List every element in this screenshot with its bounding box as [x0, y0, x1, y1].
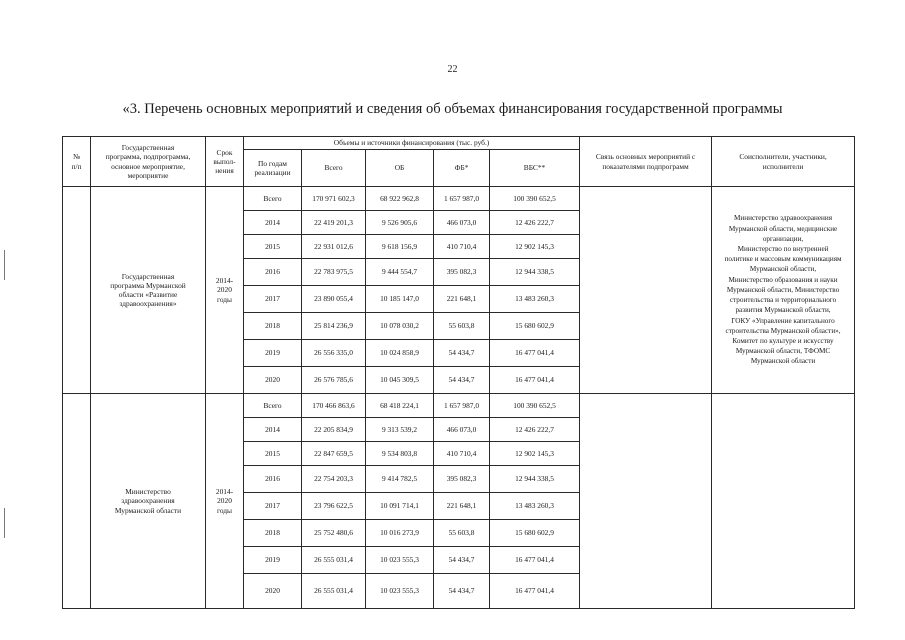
cell-line: Мурманской области: [114, 505, 182, 515]
cell-line: годы: [216, 505, 233, 515]
vbs-cell: 12 902 145,3: [490, 235, 580, 259]
vbs-cell: 16 477 041,4: [490, 547, 580, 574]
fb-cell: 1 657 987,0: [434, 187, 490, 211]
cell-line: Мурманской области: [750, 357, 816, 366]
total-cell: 22 783 975,5: [302, 259, 366, 286]
fb-cell: 1 657 987,0: [434, 394, 490, 418]
cell-line: Мурманской области, медицинские: [728, 224, 838, 233]
year-cell: 2015: [244, 235, 302, 259]
ob-cell: 10 091 714,1: [366, 493, 434, 520]
cell-line: годы: [216, 294, 233, 304]
ob-cell: 9 526 905,6: [366, 211, 434, 235]
cell-line: организации,: [762, 234, 804, 243]
page-number: 22: [447, 64, 458, 75]
total-cell: 23 796 622,5: [302, 493, 366, 520]
executors-cell: [712, 394, 855, 609]
ob-cell: 9 618 156,9: [366, 235, 434, 259]
header-total: Всего: [302, 150, 366, 187]
cell-line: Комитет по культуре и искусству: [732, 336, 834, 345]
fb-cell: 466 073,0: [434, 211, 490, 235]
fb-cell: 221 648,1: [434, 493, 490, 520]
table-row: [63, 187, 855, 211]
vbs-cell: 12 426 222,7: [490, 211, 580, 235]
row-number-cell: [63, 187, 91, 394]
vbs-cell: 100 390 652,5: [490, 187, 580, 211]
cell-line: 2014-: [215, 487, 234, 497]
year-cell: 2017: [244, 493, 302, 520]
term-cell: [206, 394, 244, 609]
term-cell: [206, 187, 244, 394]
cell-line: Мурманской области, Министерство: [726, 285, 840, 294]
program-name-cell: [91, 394, 206, 609]
year-cell: 2016: [244, 466, 302, 493]
vbs-cell: 16 477 041,4: [490, 574, 580, 609]
cell-line: области «Развитие: [118, 290, 178, 299]
row-number-cell: [63, 394, 91, 609]
vbs-cell: 13 483 260,3: [490, 493, 580, 520]
header-program: Государственная программа, подпрограмма, основное мероприятие, мероприятие: [91, 137, 206, 187]
cell-line: 2020: [217, 285, 232, 295]
cell-line: программа Мурманской: [110, 280, 186, 290]
cell-line: строительства и территориального: [729, 296, 837, 305]
cell-line: здравоохранения»: [119, 299, 177, 309]
header-row-1: [63, 137, 855, 150]
ob-cell: 9 313 539,2: [366, 418, 434, 442]
cell-line: Мурманской области, ТФОМС: [735, 347, 831, 356]
year-cell: Всего: [244, 187, 302, 211]
vbs-cell: 15 680 602,9: [490, 520, 580, 547]
ob-cell: 9 534 803,8: [366, 442, 434, 466]
ob-cell: 10 016 273,9: [366, 520, 434, 547]
year-cell: 2016: [244, 259, 302, 286]
year-cell: 2017: [244, 286, 302, 313]
ob-cell: 10 185 147,0: [366, 286, 434, 313]
fb-cell: 466 073,0: [434, 418, 490, 442]
year-cell: 2018: [244, 520, 302, 547]
vbs-cell: 15 680 602,9: [490, 313, 580, 340]
header-term: Срок выпол- нения: [206, 137, 244, 187]
cell-line: Мурманской области,: [749, 265, 817, 274]
total-cell: 26 555 031,4: [302, 574, 366, 609]
header-by-years: По годам реализации: [244, 150, 302, 187]
total-cell: 22 931 012,6: [302, 235, 366, 259]
total-cell: 22 419 201,3: [302, 211, 366, 235]
cell-line: 2014-: [215, 276, 234, 286]
ob-cell: 10 024 858,9: [366, 340, 434, 367]
total-cell: 26 555 031,4: [302, 547, 366, 574]
year-cell: 2014: [244, 418, 302, 442]
total-cell: 170 466 863,6: [302, 394, 366, 418]
ob-cell: 9 444 554,7: [366, 259, 434, 286]
year-cell: 2018: [244, 313, 302, 340]
vbs-cell: 16 477 041,4: [490, 367, 580, 394]
vbs-cell: 12 426 222,7: [490, 418, 580, 442]
fb-cell: 410 710,4: [434, 442, 490, 466]
fb-cell: 395 082,3: [434, 259, 490, 286]
executors-cell: [712, 187, 855, 394]
cell-line: политике и массовым коммуникациям: [724, 255, 842, 264]
year-cell: 2015: [244, 442, 302, 466]
cell-line: Государственная: [121, 271, 175, 281]
indicator-link-cell: [580, 187, 712, 394]
vbs-cell: 100 390 652,5: [490, 394, 580, 418]
ob-cell: 10 023 555,3: [366, 574, 434, 609]
fb-cell: 54 434,7: [434, 547, 490, 574]
ob-cell: 68 418 224,1: [366, 394, 434, 418]
year-cell: 2019: [244, 547, 302, 574]
header-vbs: ВБС**: [490, 150, 580, 187]
cell-line: Министерство: [125, 487, 171, 497]
fb-cell: 55 603,8: [434, 313, 490, 340]
cell-line: здравоохранения: [121, 496, 175, 506]
fb-cell: 55 603,8: [434, 520, 490, 547]
year-cell: Всего: [244, 394, 302, 418]
header-num: № п/п: [63, 137, 91, 187]
cell-line: 2020: [217, 496, 232, 506]
fb-cell: 221 648,1: [434, 286, 490, 313]
scan-margin-mark-top: [4, 250, 5, 280]
fb-cell: 54 434,7: [434, 340, 490, 367]
total-cell: 22 754 203,3: [302, 466, 366, 493]
cell-line: строительства Мурманской области»,: [725, 326, 841, 335]
scan-margin-mark-bottom: [4, 508, 5, 538]
ob-cell: 9 414 782,5: [366, 466, 434, 493]
header-executors: Соисполнители, участники, исполнители: [712, 137, 855, 187]
ob-cell: 10 078 030,2: [366, 313, 434, 340]
total-cell: 23 890 055,4: [302, 286, 366, 313]
vbs-cell: 12 902 145,3: [490, 442, 580, 466]
fb-cell: 395 082,3: [434, 466, 490, 493]
total-cell: 22 205 834,9: [302, 418, 366, 442]
header-ob: ОБ: [366, 150, 434, 187]
total-cell: 25 752 480,6: [302, 520, 366, 547]
cell-line: ГОКУ «Управление капитального: [731, 316, 835, 325]
cell-line: Министерство здравоохранения: [734, 214, 833, 223]
vbs-cell: 12 944 338,5: [490, 466, 580, 493]
indicator-link-cell: [580, 394, 712, 609]
program-name-cell: [91, 187, 206, 394]
vbs-cell: 16 477 041,4: [490, 340, 580, 367]
total-cell: 26 556 335,0: [302, 340, 366, 367]
header-funding-group: Объемы и источники финансирования (тыс. руб.): [244, 137, 580, 150]
year-cell: 2014: [244, 211, 302, 235]
table-row: [63, 394, 855, 418]
header-link: Связь основных мероприятий с показателями подпрограмм: [580, 137, 712, 187]
vbs-cell: 13 483 260,3: [490, 286, 580, 313]
cell-line: Министерство по внутренней: [737, 245, 829, 254]
year-cell: 2020: [244, 574, 302, 609]
total-cell: 22 847 659,5: [302, 442, 366, 466]
cell-line: Министерство образования и науки: [728, 275, 838, 284]
ob-cell: 10 023 555,3: [366, 547, 434, 574]
year-cell: 2020: [244, 367, 302, 394]
ob-cell: 10 045 309,5: [366, 367, 434, 394]
document-title: «3. Перечень основных мероприятий и сведения об объемах финансирования государственной программы: [122, 101, 783, 117]
total-cell: 170 971 602,3: [302, 187, 366, 211]
financing-table: [62, 136, 855, 609]
fb-cell: 54 434,7: [434, 574, 490, 609]
year-cell: 2019: [244, 340, 302, 367]
cell-line: развития Мурманской области,: [735, 306, 831, 315]
fb-cell: 410 710,4: [434, 235, 490, 259]
fb-cell: 54 434,7: [434, 367, 490, 394]
total-cell: 26 576 785,6: [302, 367, 366, 394]
header-fb: ФБ*: [434, 150, 490, 187]
ob-cell: 68 922 962,8: [366, 187, 434, 211]
total-cell: 25 814 236,9: [302, 313, 366, 340]
vbs-cell: 12 944 338,5: [490, 259, 580, 286]
